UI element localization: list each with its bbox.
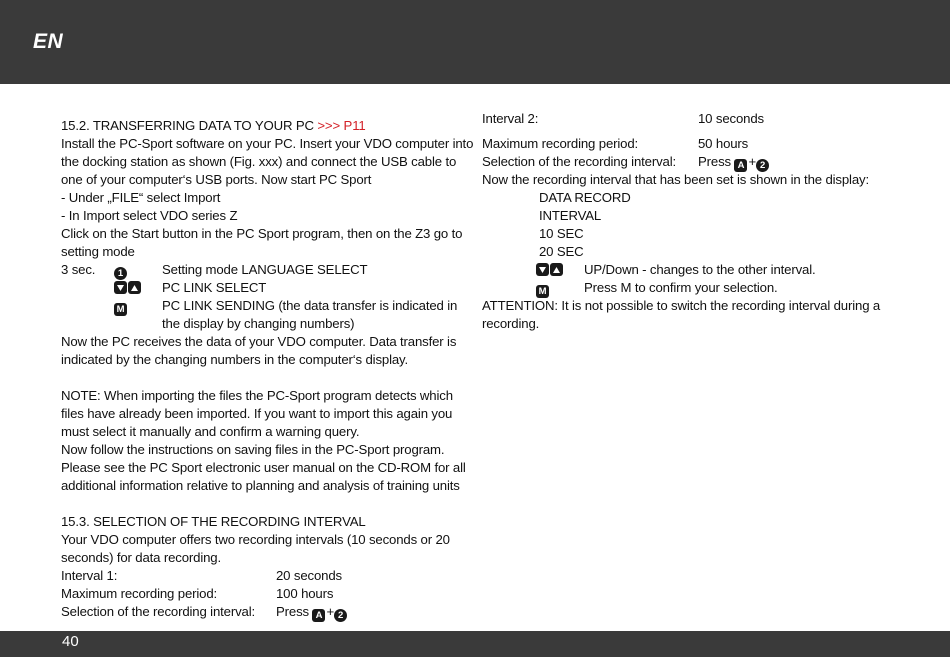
step-text: the display by changing numbers): [162, 316, 355, 331]
max-period-2-value: 50 hours: [698, 136, 749, 151]
interval-1-label: Interval 1:: [61, 568, 118, 583]
a-key-icon: A: [312, 609, 325, 622]
number-1-key-icon: 1: [114, 267, 127, 280]
display-intro-line: Now the recording interval that has been set is shown in the display:: [482, 172, 869, 187]
a-key-icon: A: [734, 159, 747, 172]
selection-2-value: Press A + 2: [698, 153, 770, 172]
down-triangle-key-icon: [114, 281, 127, 294]
step-keys: [114, 261, 128, 280]
paragraph-line: one of your computer‘s USB ports. Now start PC Sport: [61, 172, 372, 187]
up-triangle-key-icon: [550, 263, 563, 276]
display-line: DATA RECORD: [539, 190, 631, 205]
attention-line: recording.: [482, 316, 540, 331]
page-reference-link[interactable]: >>> P11: [317, 118, 366, 133]
section-15-2-heading: 15.2. TRANSFERRING DATA TO YOUR PC >>> P11: [61, 118, 366, 133]
step-keys: [114, 279, 142, 297]
display-line: 10 SEC: [539, 226, 584, 241]
updown-text: UP/Down - changes to the other interval.: [584, 262, 816, 277]
step-keys: [114, 297, 128, 316]
m-key-icon: M: [536, 285, 549, 298]
step-text: PC LINK SENDING (the data transfer is indicated in: [162, 298, 458, 313]
max-period-1-value: 100 hours: [276, 586, 334, 601]
paragraph-line: the docking station as shown (Fig. xxx) and connect the USB cable to: [61, 154, 457, 169]
m-key: [536, 279, 550, 298]
paragraph-line: seconds) for data recording.: [61, 550, 221, 565]
paragraph-line: Click on the Start button in the PC Sport program, then on the Z3 go to: [61, 226, 463, 241]
selection-1-value: Press A + 2: [276, 603, 348, 622]
step-text: Setting mode LANGUAGE SELECT: [162, 262, 368, 277]
max-period-1-label: Maximum recording period:: [61, 586, 218, 601]
interval-2-value: 10 seconds: [698, 111, 764, 126]
note-line: Please see the PC Sport electronic user manual on the CD-ROM for all: [61, 460, 466, 475]
up-triangle-key-icon: [128, 281, 141, 294]
note-line: Now follow the instructions on saving files in the PC-Sport program.: [61, 442, 445, 457]
interval-2-label: Interval 2:: [482, 111, 539, 126]
display-line: 20 SEC: [539, 244, 584, 259]
page-number: 40: [62, 633, 79, 650]
paragraph-line: setting mode: [61, 244, 135, 259]
language-label: EN: [33, 30, 64, 53]
step-text: PC LINK SELECT: [162, 280, 267, 295]
note-line: additional information relative to planning and analysis of training units: [61, 478, 460, 493]
max-period-2-label: Maximum recording period:: [482, 136, 639, 151]
attention-line: ATTENTION: It is not possible to switch the recording interval during a: [482, 298, 881, 313]
interval-1-value: 20 seconds: [276, 568, 342, 583]
note-line: must select it manually and confirm a warning query.: [61, 424, 360, 439]
selection-2-label: Selection of the recording interval:: [482, 154, 676, 169]
m-key-text: Press M to confirm your selection.: [584, 280, 778, 295]
selection-1-label: Selection of the recording interval:: [61, 604, 255, 619]
note-line: files have already been imported. If you want to import this again you: [61, 406, 453, 421]
down-triangle-key-icon: [536, 263, 549, 276]
paragraph-line: Your VDO computer offers two recording intervals (10 seconds or 20: [61, 532, 450, 547]
m-key-icon: M: [114, 303, 127, 316]
paragraph-line: Install the PC-Sport software on your PC. Insert your VDO computer into: [61, 136, 474, 151]
header-bar: [0, 0, 950, 84]
number-2-key-icon: 2: [334, 609, 347, 622]
paragraph-line: - In Import select VDO series Z: [61, 208, 238, 223]
footer-bar: [0, 631, 950, 657]
paragraph-line: - Under „FILE“ select Import: [61, 190, 221, 205]
number-2-key-icon: 2: [756, 159, 769, 172]
paragraph-line: Now the PC receives the data of your VDO computer. Data transfer is: [61, 334, 457, 349]
display-line: INTERVAL: [539, 208, 602, 223]
section-15-3-heading: 15.3. SELECTION OF THE RECORDING INTERVAL: [61, 514, 366, 529]
paragraph-line: indicated by the changing numbers in the computer‘s display.: [61, 352, 409, 367]
note-line: NOTE: When importing the files the PC-Sport program detects which: [61, 388, 453, 403]
step-time: 3 sec.: [61, 262, 96, 277]
updown-keys: [536, 261, 564, 279]
